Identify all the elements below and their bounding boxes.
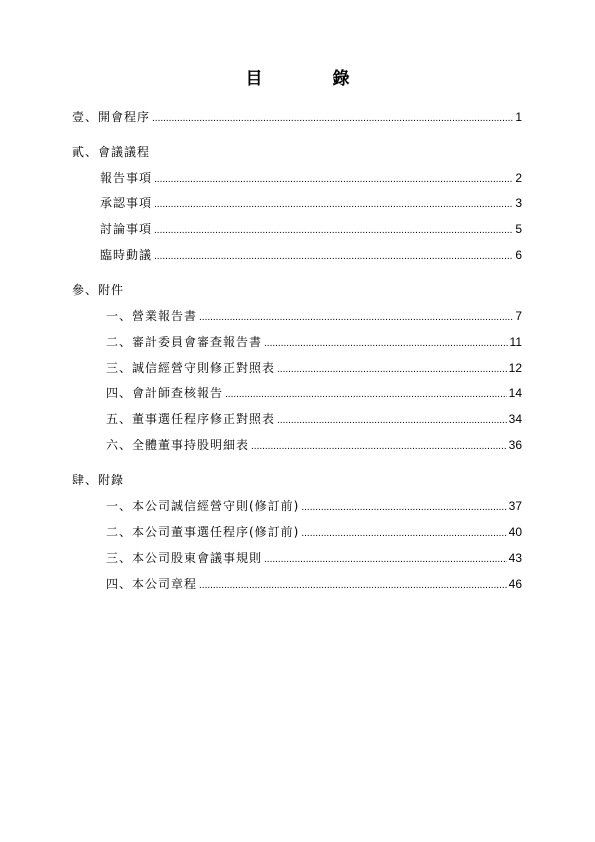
toc-page-number: 11: [509, 335, 522, 349]
leader-dots: [264, 553, 507, 567]
toc-entry-label: 一、營業報告書: [106, 309, 198, 323]
toc-entry-label: 承認事項: [100, 196, 153, 210]
leader-dots: [225, 388, 507, 402]
section-heading-attachments: 參、附件: [72, 283, 125, 297]
toc-page-number: 3: [515, 196, 522, 210]
toc-page-number: 12: [508, 361, 522, 375]
toc-page-number: 46: [508, 577, 522, 591]
leader-dots: [154, 198, 513, 212]
toc-entry[interactable]: [100, 171, 522, 187]
toc-entry-label: 臨時動議: [100, 248, 153, 262]
toc-entry[interactable]: [100, 196, 522, 212]
toc-page-number: 2: [515, 171, 522, 185]
leader-dots: [251, 440, 507, 454]
toc-entry-label: 二、本公司董事選任程序(修訂前): [106, 525, 300, 539]
toc-entry[interactable]: [100, 248, 522, 264]
toc-page-number: 40: [508, 525, 522, 539]
leader-dots: [277, 414, 507, 428]
toc-entry[interactable]: [106, 438, 522, 454]
section-heading-appendix: 肆、附錄: [72, 473, 125, 487]
leader-dots: [152, 112, 513, 126]
toc-entry[interactable]: [106, 335, 522, 351]
toc-entry[interactable]: [106, 361, 522, 377]
toc-page-number: 6: [515, 248, 522, 262]
toc-page-number: 36: [508, 438, 522, 452]
toc-page-number: 34: [508, 412, 522, 426]
toc-entry-label: 六、全體董事持股明細表: [106, 438, 250, 452]
toc-entry-label: 報告事項: [100, 171, 153, 185]
toc-page-number: 7: [515, 309, 522, 323]
leader-dots: [154, 250, 513, 264]
toc-entry[interactable]: [106, 309, 522, 325]
toc-entry-label: 三、誠信經營守則修正對照表: [106, 361, 276, 375]
leader-dots: [154, 224, 513, 238]
toc-page-number: 37: [508, 499, 522, 513]
toc-entry[interactable]: [106, 551, 522, 567]
toc-entry[interactable]: [106, 525, 522, 541]
toc-page-number: 43: [508, 551, 522, 565]
toc-entry-opening-procedure[interactable]: [72, 110, 522, 126]
leader-dots: [199, 311, 513, 325]
section-heading-agenda: 貳、會議議程: [72, 145, 151, 159]
title-char-1: 目: [245, 69, 263, 89]
leader-dots: [199, 579, 507, 593]
toc-entry-label: 一、本公司誠信經營守則(修訂前): [106, 499, 300, 513]
toc-entry-label: 四、本公司章程: [106, 577, 198, 591]
toc-entry[interactable]: [106, 386, 522, 402]
toc-entry[interactable]: [106, 499, 522, 515]
toc-page-number: 5: [515, 222, 522, 236]
leader-dots: [301, 501, 506, 515]
toc-entry[interactable]: [106, 577, 522, 593]
leader-dots: [277, 363, 507, 377]
toc-entry[interactable]: [100, 222, 522, 238]
toc-entry-label: 五、董事選任程序修正對照表: [106, 412, 276, 426]
toc-entry-label: 三、本公司股東會議事規則: [106, 551, 263, 565]
toc-entry-label: 壹、開會程序: [72, 110, 151, 124]
title-char-2: 錄: [332, 69, 350, 89]
toc-entry-label: 二、審計委員會審查報告書: [106, 335, 263, 349]
toc-page-number: 1: [515, 110, 522, 124]
toc-page-number: 14: [508, 386, 522, 400]
leader-dots: [154, 173, 513, 187]
leader-dots: [301, 527, 506, 541]
page-title: [0, 64, 595, 89]
toc-entry[interactable]: [106, 412, 522, 428]
toc-entry-label: 四、會計師查核報告: [106, 386, 224, 400]
toc-entry-label: 討論事項: [100, 222, 153, 236]
leader-dots: [264, 337, 508, 351]
